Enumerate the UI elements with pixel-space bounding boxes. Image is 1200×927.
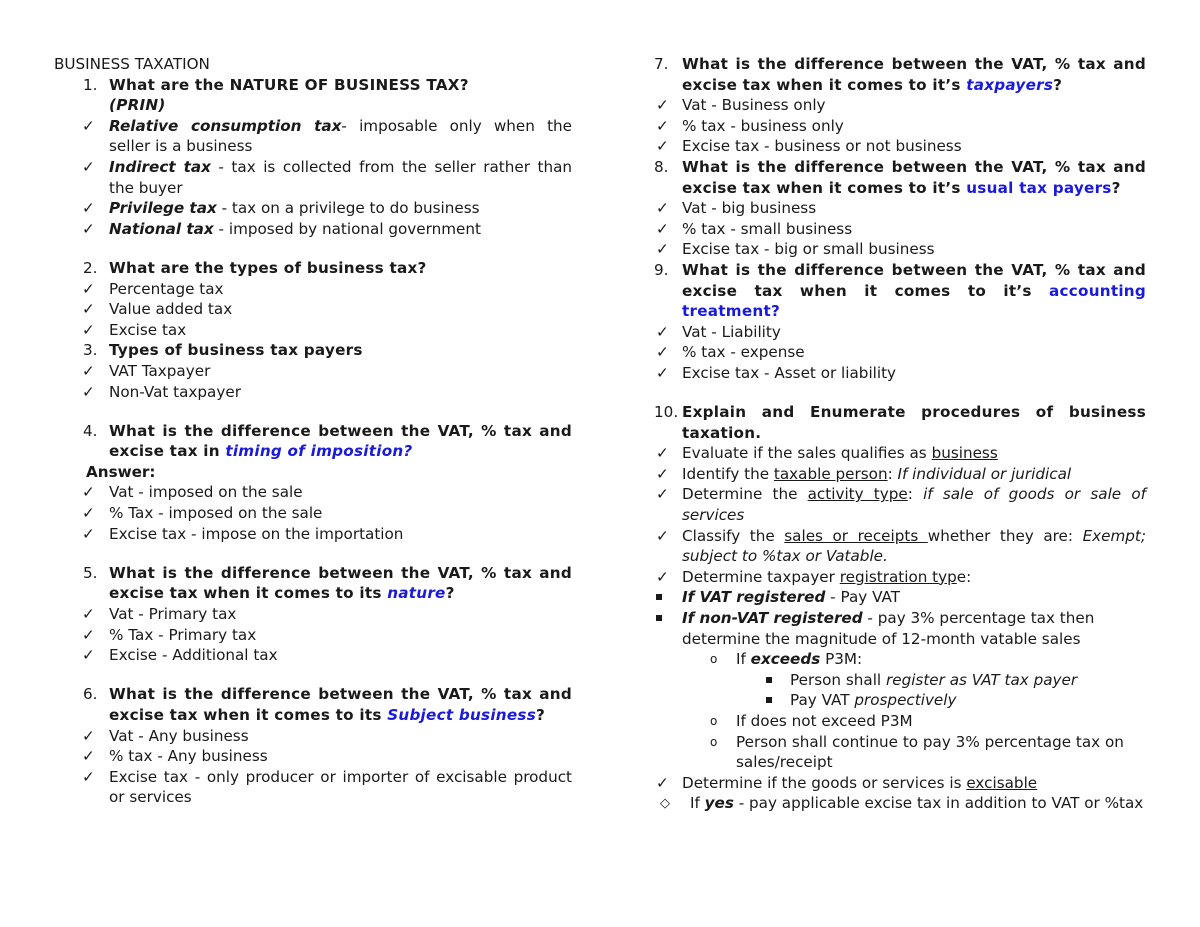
item-text: % Tax - Primary tax — [109, 625, 257, 644]
check-icon: ✓ — [82, 219, 95, 238]
list-item: ✓ Determine taxpayer registration type: — [656, 567, 972, 586]
question-emphasis: timing of imposition? — [225, 442, 413, 461]
diamond-item: ◇ If yes - pay applicable excise tax in addition to VAT or %tax — [654, 793, 1146, 814]
circle-bullet-icon: o — [710, 652, 718, 667]
list-item — [54, 279, 572, 300]
list-item — [654, 363, 1146, 384]
check-icon: ✓ — [656, 116, 669, 135]
list-item: ✓ Classify the sales or receipts whether they are: Exempt; subject to %tax or Vatable. — [656, 526, 1146, 566]
question-number: 5. — [83, 563, 98, 582]
check-icon: ✓ — [82, 524, 95, 543]
check-icon: ✓ — [656, 485, 669, 504]
sub-item: o If exceeds P3M: — [710, 650, 863, 669]
check-icon: ✓ — [656, 567, 669, 586]
list-item — [54, 382, 572, 403]
item-term: Privilege tax — [109, 199, 217, 218]
list-item — [54, 157, 572, 198]
circle-bullet-icon: o — [710, 714, 718, 728]
check-icon: ✓ — [656, 219, 669, 238]
list-item — [654, 95, 1146, 116]
item-text: Vat - Liability — [682, 322, 781, 341]
item-text: VAT Taxpayer — [109, 361, 211, 380]
item-desc: - tax is collected from the seller rather than the buyer — [109, 157, 572, 197]
item-desc: - tax on a privilege to do business — [216, 199, 480, 218]
square-bullet-icon — [766, 697, 772, 703]
item-text: % Tax - imposed on the sale — [109, 504, 323, 523]
question-number: 3. — [83, 341, 98, 360]
check-icon: ✓ — [656, 137, 669, 156]
item-text: Vat - big business — [682, 199, 817, 218]
list-item — [54, 767, 572, 808]
item-text: Excise tax - impose on the importation — [109, 524, 404, 543]
list-item — [54, 625, 572, 646]
question-8: 8. What is the difference between the VAT, % tax and excise tax when it comes to it’s usual tax payers? — [654, 157, 1146, 197]
square-bullet-icon — [656, 594, 662, 600]
question-text: What are the NATURE OF BUSINESS TAX? — [109, 75, 469, 94]
check-icon: ✓ — [656, 322, 669, 341]
check-icon: ✓ — [82, 767, 95, 786]
check-icon: ✓ — [656, 343, 669, 362]
list-item: ✓ Identify the taxable person: If individual or juridical — [656, 464, 1072, 483]
square-bullet-icon — [766, 677, 772, 683]
page-title: BUSINESS TAXATION — [54, 55, 210, 73]
list-item — [54, 482, 572, 503]
check-icon: ✓ — [82, 726, 95, 745]
list-item: ✓ Evaluate if the sales qualifies as business — [656, 444, 998, 463]
item-text: % tax - expense — [682, 343, 805, 362]
question-text: What is the difference between the VAT, % tax and excise tax when it comes to its — [109, 563, 572, 603]
check-icon: ✓ — [82, 361, 95, 380]
question-number: 8. — [654, 157, 669, 176]
right-column — [654, 54, 1146, 814]
question-number: 10. — [654, 403, 679, 422]
item-text: Excise - Additional tax — [109, 646, 278, 665]
item-text: Vat - Any business — [109, 726, 249, 745]
check-icon: ✓ — [82, 646, 95, 665]
question-text: What is the difference between the VAT, % tax and excise tax when it comes to it’s — [682, 260, 1146, 300]
item-term: National tax — [109, 219, 214, 238]
list-item — [654, 219, 1146, 240]
check-icon: ✓ — [82, 605, 95, 624]
question-text: What are the types of business tax? — [109, 258, 427, 277]
square-bullet-icon — [656, 615, 662, 621]
question-1 — [54, 75, 572, 96]
item-term: Indirect tax — [109, 157, 211, 176]
question-number: 6. — [83, 685, 98, 704]
list-item — [54, 645, 572, 666]
bullet-item: If non-VAT registered - pay 3% percentage tax then determine the magnitude of 12-month vatable sales — [654, 608, 1146, 649]
item-desc: - imposed by national government — [213, 219, 481, 238]
sub-item: o If does not exceed P3M — [710, 712, 913, 730]
check-icon: ✓ — [656, 240, 669, 259]
check-icon: ✓ — [82, 747, 95, 766]
item-text: Excise tax - big or small business — [682, 240, 935, 259]
item-text: Non-Vat taxpayer — [109, 382, 241, 401]
question-emphasis: Subject business — [387, 706, 536, 724]
check-icon: ✓ — [82, 300, 95, 319]
check-icon: ✓ — [82, 279, 95, 298]
question-1-sub — [54, 95, 572, 116]
question-3 — [54, 340, 572, 361]
question-emphasis: usual tax payers — [966, 178, 1112, 197]
question-emphasis: nature — [387, 584, 446, 603]
bullet-item: If VAT registered - Pay VAT — [654, 587, 1146, 608]
sub-sub-item: Pay VAT prospectively — [654, 690, 1146, 711]
item-term: Relative consumption tax — [109, 116, 342, 135]
question-4 — [54, 421, 572, 462]
check-icon: ✓ — [82, 199, 95, 218]
check-icon: ✓ — [82, 625, 95, 644]
check-icon: ✓ — [82, 382, 95, 401]
question-text: Types of business tax payers — [109, 341, 363, 360]
check-icon: ✓ — [656, 444, 669, 463]
question-number: 1. — [83, 75, 98, 94]
item-text: Vat - Primary tax — [109, 605, 237, 624]
list-item — [54, 604, 572, 625]
item-text: Excise tax - business or not business — [682, 137, 962, 156]
question-number: 4. — [83, 421, 98, 440]
list-item — [54, 361, 572, 382]
check-icon: ✓ — [656, 363, 669, 382]
check-icon: ✓ — [82, 157, 95, 176]
question-2 — [54, 258, 572, 279]
list-item — [54, 116, 572, 157]
list-item — [654, 239, 1146, 260]
question-9 — [654, 260, 1146, 322]
question-text: What is the difference between the VAT, % tax and excise tax when it comes to it’s — [682, 55, 1146, 94]
check-icon: ✓ — [656, 199, 669, 218]
list-item — [654, 136, 1146, 157]
item-text: Excise tax — [109, 320, 187, 339]
question-emphasis: taxpayers — [966, 75, 1054, 94]
list-item — [54, 320, 572, 341]
question-number: 2. — [83, 258, 98, 277]
list-item — [54, 299, 572, 320]
question-number: 7. — [654, 55, 669, 73]
question-10 — [654, 402, 1146, 443]
item-text: % tax - business only — [682, 116, 844, 135]
item-text: Vat - Business only — [682, 96, 826, 115]
list-item — [654, 116, 1146, 137]
question-sub-text: (PRIN) — [109, 96, 166, 115]
list-item — [54, 503, 572, 524]
diamond-bullet-icon: ◇ — [660, 796, 670, 812]
list-item — [54, 198, 572, 219]
question-5: 5. What is the difference between the VAT, % tax and excise tax when it comes to its nature? — [83, 563, 572, 603]
sub-sub-item: Person shall register as VAT tax payer — [654, 670, 1146, 691]
check-icon: ✓ — [656, 526, 669, 545]
check-icon: ✓ — [82, 483, 95, 502]
sub-item: o Person shall continue to pay 3% percentage tax on sales/receipt — [710, 732, 1124, 772]
list-item — [54, 219, 572, 240]
list-item: ✓ Determine the activity type: if sale of goods or sale of services — [656, 485, 1146, 525]
item-text: Excise tax - only producer or importer of excisable product or services — [109, 767, 572, 807]
question-7: 7. What is the difference between the VAT, % tax and excise tax when it comes to it’s taxpayers? — [654, 55, 1146, 94]
question-text: Explain and Enumerate procedures of business taxation. — [682, 403, 1146, 442]
list-item — [54, 726, 572, 747]
item-text: Percentage tax — [109, 279, 224, 298]
item-text: % tax - Any business — [109, 747, 268, 766]
answer-label: Answer: — [86, 462, 156, 481]
list-item — [54, 746, 572, 767]
question-text: What is the difference between the VAT, % tax and excise tax in — [109, 421, 572, 461]
check-icon: ✓ — [82, 504, 95, 523]
question-emphasis: accounting treatment? — [682, 281, 1146, 321]
question-text: What is the difference between the VAT, % tax and excise tax when it comes to it’s — [682, 157, 1146, 197]
check-icon: ✓ — [656, 96, 669, 115]
question-6: 6. What is the difference between the VAT, % tax and excise tax when it comes to its Subject business? — [83, 685, 572, 724]
check-icon: ✓ — [82, 320, 95, 339]
item-text: Excise tax - Asset or liability — [682, 363, 897, 382]
item-text: Vat - imposed on the sale — [109, 483, 303, 502]
check-icon: ✓ — [82, 116, 95, 135]
check-icon: ✓ — [656, 773, 669, 792]
list-item — [654, 322, 1146, 343]
question-text: What is the difference between the VAT, % tax and excise tax when it comes to its — [109, 685, 572, 724]
item-text: Value added tax — [109, 300, 233, 319]
list-item: ✓ Determine if the goods or services is excisable — [656, 773, 1038, 792]
list-item — [54, 524, 572, 545]
item-text: % tax - small business — [682, 219, 853, 238]
check-icon: ✓ — [656, 464, 669, 483]
circle-bullet-icon: o — [710, 734, 718, 749]
item-desc: - imposable only when the seller is a business — [109, 116, 572, 156]
question-number: 9. — [654, 260, 669, 279]
list-item — [654, 342, 1146, 363]
left-column — [54, 54, 572, 808]
list-item — [654, 198, 1146, 219]
